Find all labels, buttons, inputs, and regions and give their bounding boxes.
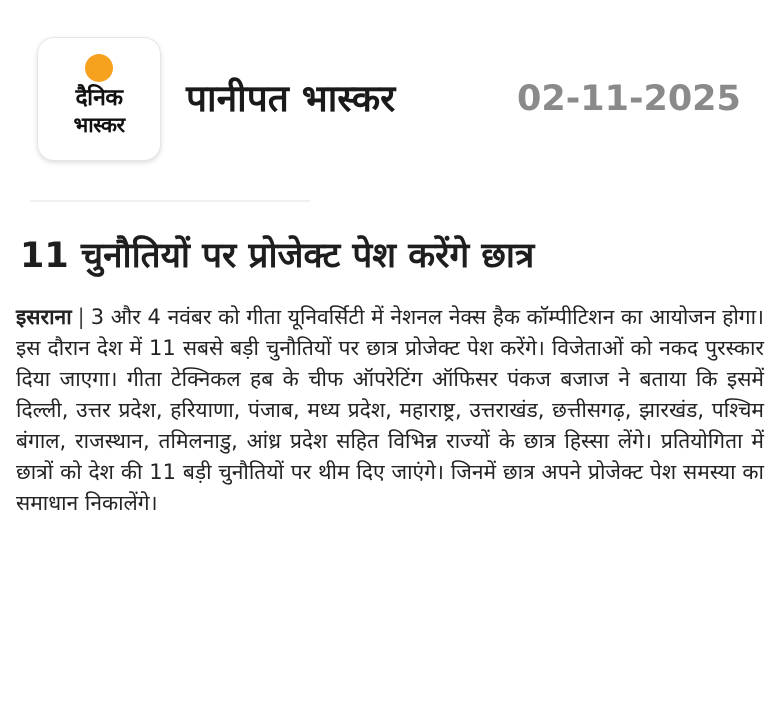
- sun-icon: [85, 54, 113, 82]
- article-dateline: इसराना: [16, 305, 72, 329]
- logo-text-line2: भास्कर: [73, 113, 125, 137]
- logo-text-line1: दैनिक: [75, 85, 123, 111]
- dateline-separator: |: [77, 305, 85, 329]
- article-headline: 11 चुनौतियों पर प्रोजेक्ट पेश करेंगे छात्र: [20, 236, 535, 276]
- divider: [30, 200, 310, 202]
- page-header: [0, 0, 780, 200]
- article-body: [16, 302, 764, 519]
- news-clipping: [0, 200, 780, 717]
- edition-date: 02-11-2025: [517, 79, 741, 119]
- dainik-bhaskar-logo: [38, 38, 160, 160]
- edition-title: पानीपत भास्कर: [186, 77, 396, 120]
- article-text: 3 और 4 नवंबर को गीता यूनिवर्सिटी में नेशनल नेक्स हैक कॉम्पीटिशन का आयोजन होगा। इस दौरान देश में 11 सबसे बड़ी चुनौतियों पर छात्र प्रोजेक्ट पेश करेंगे। विजेताओं को नकद पुरस्कार दिया जाएगा। गीता टेक्निकल हब के चीफ ऑपरेटिंग ऑफिसर पंकज बजाज ने बताया कि इसमें दिल्ली, उत्तर प्रदेश, हरियाणा, पंजाब, मध्य प्रदेश, महाराष्ट्र, उत्तराखंड, छत्तीसगढ़, झारखंड, पश्चिम बंगाल, राजस्थान, तमिलनाडु, आंध्र प्रदेश सहित विभिन्न राज्यों के छात्र हिस्सा लेंगे। प्रतियोगिता में छात्रों को देश की 11 बड़ी चुनौतियों पर थीम दिए जाएंगे। जिनमें छात्र अपने प्रोजेक्ट पेश समस्या का समाधान निकालेंगे।: [16, 305, 764, 515]
